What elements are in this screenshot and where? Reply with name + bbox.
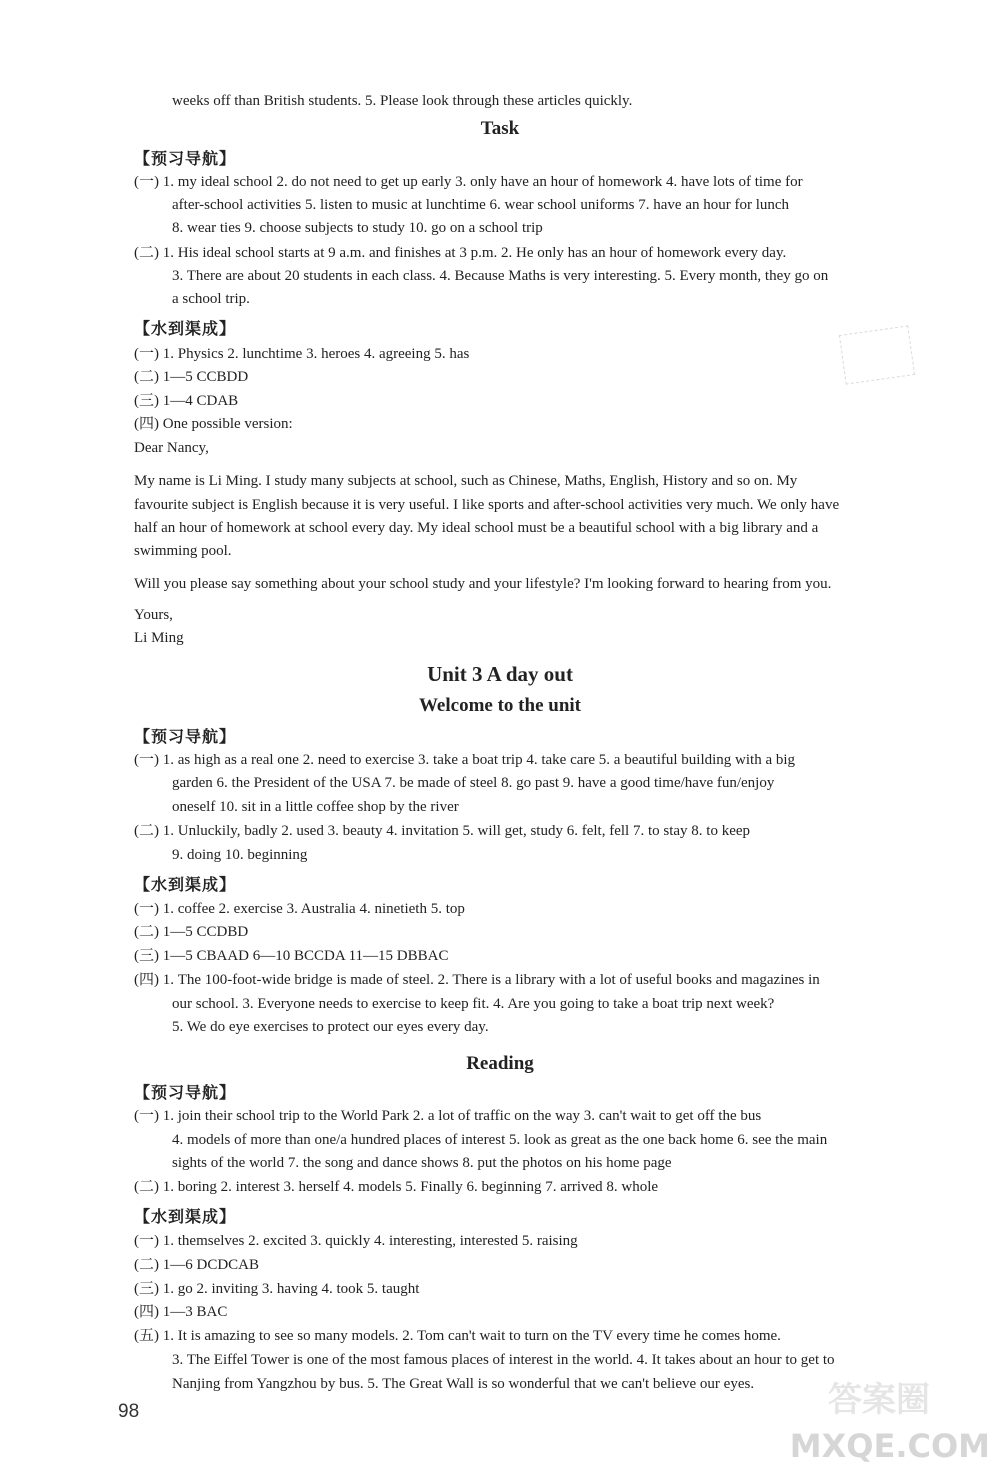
text-line: our school. 3. Everyone needs to exercise to keep fit. 4. Are you going to take a boat trip next week? (172, 996, 775, 1012)
text-line: (一) 1. my ideal school 2. do not need to get up early 3. only have an hour of homework 4. have lots of time for (134, 174, 803, 190)
unit-title: Unit 3 A day out (427, 662, 573, 686)
header-preview-guide: 【预习导航】 (134, 1083, 237, 1102)
text-line: after-school activities 5. listen to music at lunchtime 6. wear school uniforms 7. have an hour for lunch (172, 197, 790, 213)
header-consolidation: 【水到渠成】 (134, 319, 237, 338)
header-consolidation: 【水到渠成】 (134, 1207, 237, 1226)
text-line: (一) 1. themselves 2. excited 3. quickly 4. interesting, interested 5. raising (134, 1233, 578, 1249)
text-line: (二) 1—5 CCDBD (134, 924, 249, 940)
text-line: swimming pool. (134, 543, 232, 559)
watermark: MXQE.COM (789, 1427, 990, 1465)
text-line: garden 6. the President of the USA 7. be made of steel 8. go past 9. have a good time/have fun/enjoy (172, 775, 775, 791)
text-line: 8. wear ties 9. choose subjects to study 10. go on a school trip (172, 220, 543, 236)
text-line: (一) 1. Physics 2. lunchtime 3. heroes 4. agreeing 5. has (134, 346, 470, 362)
text-line: favourite subject is English because it is very useful. I like sports and after-school activities very much. We only have (134, 497, 840, 513)
text-line: Yours, (134, 607, 173, 623)
header-preview-guide: 【预习导航】 (134, 727, 237, 746)
text-line: half an hour of homework at school every day. My ideal school must be a beautiful school with a big library and a (134, 520, 819, 536)
text-line: (二) 1. boring 2. interest 3. herself 4. models 5. Finally 6. beginning 7. arrived 8. whole (134, 1179, 659, 1195)
text-line: (二) 1. Unluckily, badly 2. used 3. beauty 4. invitation 5. will get, study 6. felt, fell 7. to stay 8. to keep (134, 823, 751, 839)
text-line: (三) 1—5 CBAAD 6—10 BCCDA 11—15 DBBAC (134, 948, 449, 964)
text-line: sights of the world 7. the song and dance shows 8. put the photos on his home page (172, 1155, 672, 1171)
page-number: 98 (118, 1401, 140, 1422)
text-line: Nanjing from Yangzhou by bus. 5. The Great Wall is so wonderful that we can't believe our eyes. (172, 1376, 755, 1392)
text-line: 3. The Eiffel Tower is one of the most famous places of interest in the world. 4. It takes about an hour to get to (172, 1352, 835, 1368)
text-line: oneself 10. sit in a little coffee shop by the river (172, 799, 459, 815)
text-line: (三) 1. go 2. inviting 3. having 4. took 5. taught (134, 1281, 420, 1297)
text-line: (二) 1. His ideal school starts at 9 a.m. and finishes at 3 p.m. 2. He only has an hour of homework every day. (134, 245, 787, 261)
text-line: (二) 1—5 CCBDD (134, 369, 249, 385)
section-title-welcome: Welcome to the unit (418, 695, 581, 716)
stamp-icon (839, 325, 915, 384)
text-line: (五) 1. It is amazing to see so many models. 2. Tom can't wait to turn on the TV every time he comes home. (134, 1328, 781, 1344)
text-line: weeks off than British students. 5. Please look through these articles quickly. (172, 93, 633, 109)
text-line: Li Ming (134, 630, 184, 646)
section-title-reading: Reading (466, 1053, 534, 1074)
text-line: (一) 1. as high as a real one 2. need to exercise 3. take a boat trip 4. take care 5. a beautiful building with a big (134, 752, 796, 768)
text-line: 5. We do eye exercises to protect our eyes every day. (172, 1019, 489, 1035)
text-line: (四) 1. The 100-foot-wide bridge is made of steel. 2. There is a library with a lot of useful books and magazines in (134, 972, 820, 988)
watermark-cn: 答案圈 (828, 1380, 930, 1420)
text-line: 3. There are about 20 students in each class. 4. Because Maths is very interesting. 5. Every month, they go on (172, 268, 829, 284)
text-line: (四) One possible version: (134, 416, 293, 432)
header-consolidation: 【水到渠成】 (134, 875, 237, 894)
text-line: Will you please say something about your school study and your lifestyle? I'm looking forward to hearing from you. (134, 576, 832, 592)
text-line: (三) 1—4 CDAB (134, 393, 239, 409)
text-line: a school trip. (172, 291, 250, 307)
text-line: 4. models of more than one/a hundred places of interest 5. look as great as the one back home 6. see the main (172, 1132, 828, 1148)
section-title-task: Task (480, 118, 520, 139)
header-preview-guide: 【预习导航】 (134, 149, 237, 168)
text-line: Dear Nancy, (134, 440, 209, 456)
text-line: 9. doing 10. beginning (172, 847, 308, 863)
text-line: (一) 1. join their school trip to the World Park 2. a lot of traffic on the way 3. can't wait to get off the bus (134, 1108, 762, 1124)
text-line: (四) 1—3 BAC (134, 1304, 228, 1320)
text-line: My name is Li Ming. I study many subjects at school, such as Chinese, Maths, English, History and so on. My (134, 473, 798, 489)
text-line: (一) 1. coffee 2. exercise 3. Australia 4. ninetieth 5. top (134, 901, 465, 917)
text-line: (二) 1—6 DCDCAB (134, 1257, 260, 1273)
